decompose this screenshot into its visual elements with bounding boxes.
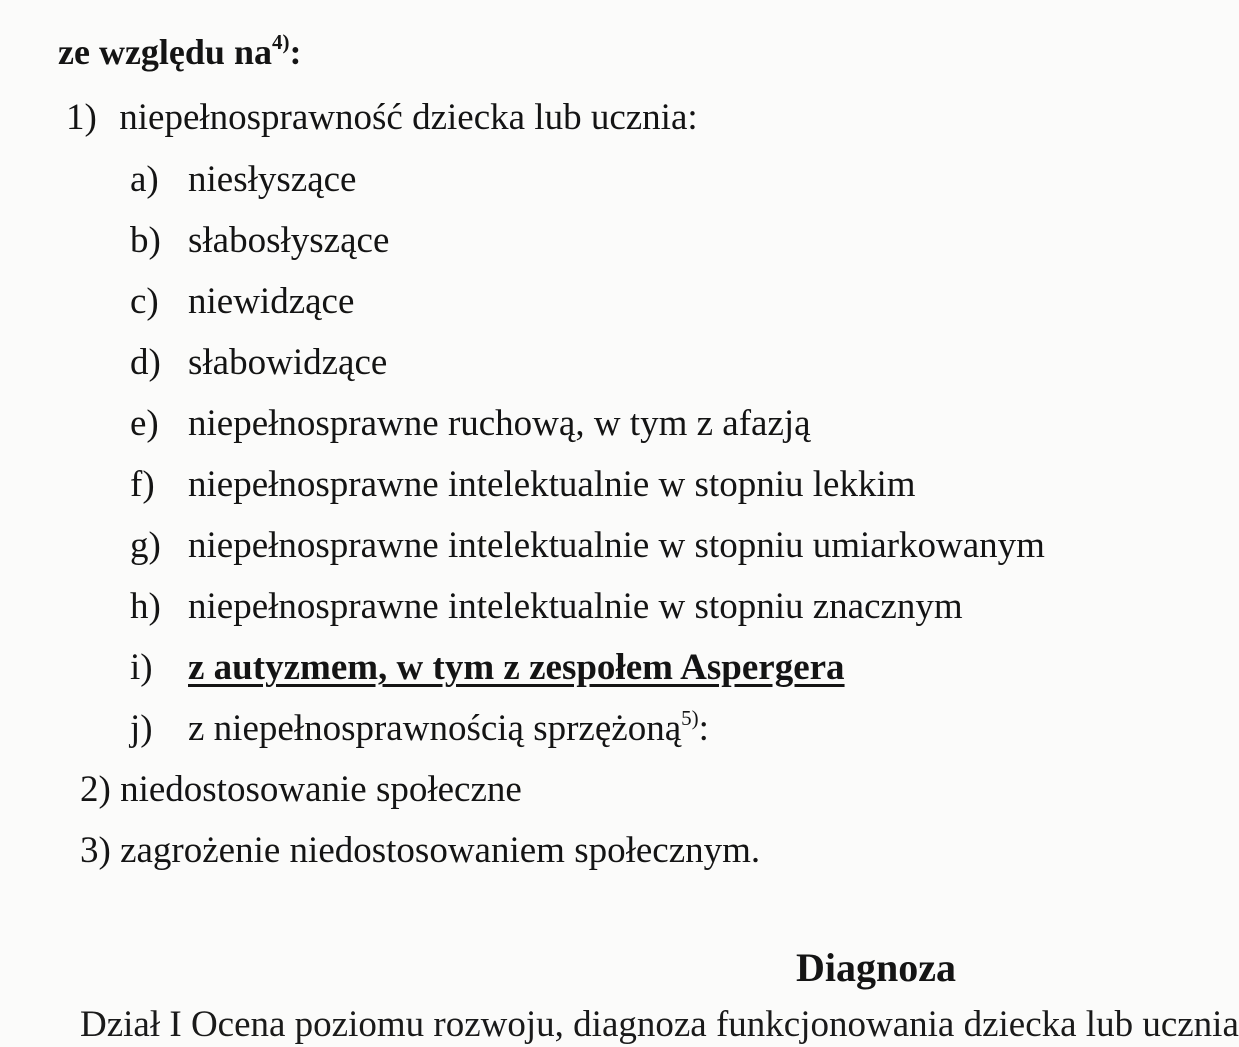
sub-item-d bbox=[130, 341, 387, 385]
sub-item-letter: c) bbox=[130, 281, 159, 322]
sub-item-i bbox=[130, 646, 845, 690]
sub-item-letter: i) bbox=[130, 647, 153, 688]
sub-item-footnote: 5) bbox=[681, 706, 699, 730]
sub-item-j bbox=[130, 707, 709, 751]
heading-footnote: 4) bbox=[271, 30, 290, 54]
item-number: 2) bbox=[80, 769, 111, 810]
sub-item-a bbox=[130, 158, 356, 202]
heading-suffix: : bbox=[289, 32, 302, 72]
heading-text: ze względu na bbox=[58, 32, 272, 72]
sub-item-letter: d) bbox=[130, 342, 161, 383]
sub-item-c bbox=[130, 280, 354, 324]
sub-item-text: niewidzące bbox=[188, 281, 355, 322]
sub-item-letter: a) bbox=[130, 159, 159, 200]
sub-item-letter: f) bbox=[130, 464, 155, 505]
sub-item-text: niepełnosprawne intelektualnie w stopniu lekkim bbox=[188, 464, 916, 505]
section-heading bbox=[58, 30, 301, 74]
list-item-3 bbox=[80, 829, 760, 873]
list-item-1 bbox=[66, 96, 698, 140]
sub-item-text: niepełnosprawne intelektualnie w stopniu umiarkowanym bbox=[188, 525, 1045, 566]
sub-item-b bbox=[130, 219, 389, 263]
sub-item-letter: e) bbox=[130, 403, 159, 444]
sub-item-text: niepełnosprawne ruchową, w tym z afazją bbox=[188, 403, 811, 444]
list-item-2 bbox=[80, 768, 522, 812]
sub-item-text: niepełnosprawne intelektualnie w stopniu znacznym bbox=[188, 586, 963, 627]
sub-item-letter: h) bbox=[130, 586, 161, 627]
sub-item-f bbox=[130, 463, 916, 507]
sub-item-e bbox=[130, 402, 811, 446]
sub-item-text: z niepełnosprawnością sprzężoną bbox=[188, 708, 682, 749]
section-title: Diagnoza bbox=[796, 945, 956, 990]
item-text: zagrożenie niedostosowaniem społecznym. bbox=[120, 830, 761, 871]
sub-item-text: słabosłyszące bbox=[188, 220, 390, 261]
sub-item-h bbox=[130, 585, 963, 629]
sub-item-text: niesłyszące bbox=[188, 159, 357, 200]
item-text: niedostosowanie społeczne bbox=[120, 769, 522, 810]
sub-item-letter: b) bbox=[130, 220, 161, 261]
cut-off-line: Dział I Ocena poziomu rozwoju, diagnoza funkcjonowania dziecka lub ucznia bbox=[80, 1004, 1239, 1045]
item-number: 3) bbox=[80, 830, 111, 871]
sub-item-text-highlighted: z autyzmem, w tym z zespołem Aspergera bbox=[188, 647, 845, 688]
sub-item-letter: j) bbox=[130, 708, 153, 749]
sub-item-text: słabowidzące bbox=[188, 342, 388, 383]
sub-item-letter: g) bbox=[130, 525, 161, 566]
sub-item-suffix: : bbox=[698, 708, 709, 749]
item-number: 1) bbox=[66, 97, 97, 138]
item-text: niepełnosprawność dziecka lub ucznia: bbox=[119, 97, 698, 138]
sub-item-g bbox=[130, 524, 1045, 568]
